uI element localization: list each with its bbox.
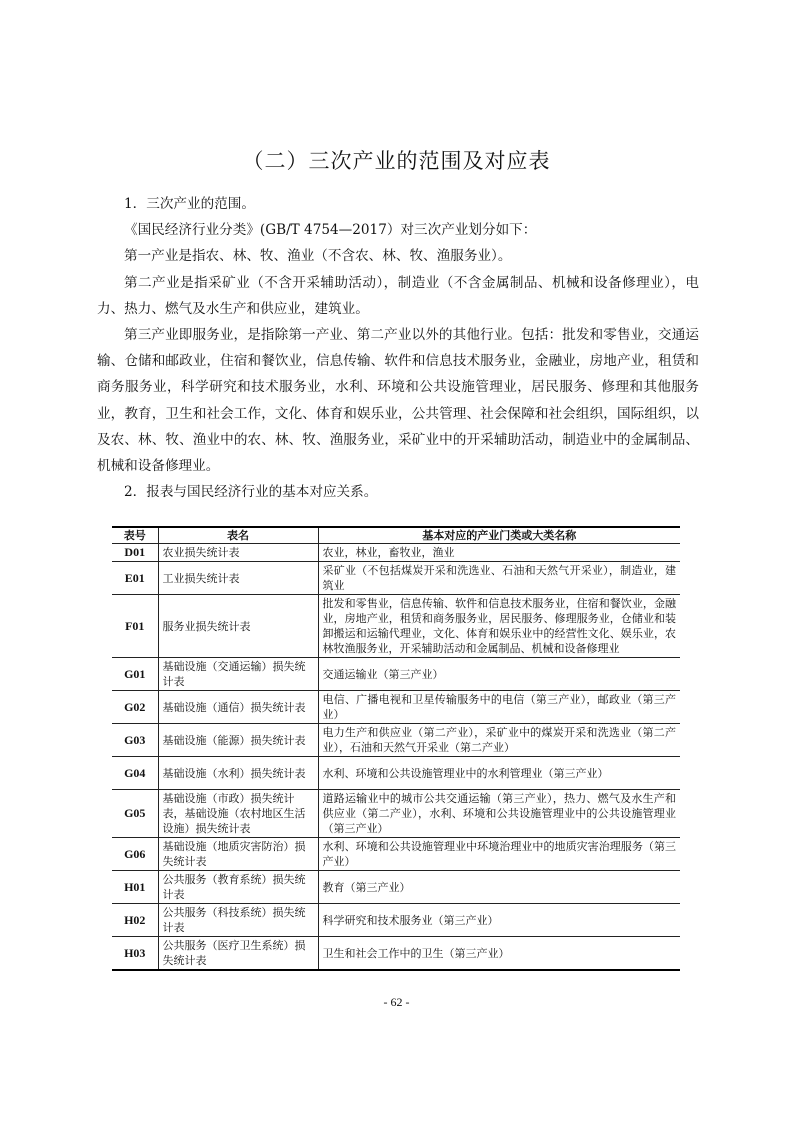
table-row [112,544,680,562]
form-name: 工业损失统计表 [158,562,318,595]
form-name: 基础设施（交通运输）损失统计表 [158,658,318,691]
form-code: G01 [112,658,158,691]
form-name: 基础设施（地质灾害防治）损失统计表 [158,838,318,871]
industry-scope: 批发和零售业，信息传输、软件和信息技术服务业，住宿和餐饮业，金融业，房地产业，租赁和商务服务业，居民服务、修理服务业，仓储业和装卸搬运和运输代理业，文化、体育和娱乐业中的经营性文化、娱乐业，农林牧渔服务业，开采辅助活动和金属制品、机械和设备修理业 [318,595,680,658]
form-name: 服务业损失统计表 [158,595,318,658]
industry-scope: 电力生产和供应业（第二产业），采矿业中的煤炭开采和洗选业（第二产业），石油和天然气开采业（第二产业） [318,724,680,757]
header-form-name: 表名 [158,527,318,544]
form-name: 公共服务（医疗卫生系统）损失统计表 [158,937,318,971]
form-name: 基础设施（水利）损失统计表 [158,757,318,790]
form-name: 基础设施（能源）损失统计表 [158,724,318,757]
table-row [112,658,680,691]
industry-scope: 卫生和社会工作中的卫生（第三产业） [318,937,680,971]
table-row [112,757,680,790]
page-number: - 62 - [383,995,410,1009]
paragraph-scope-heading: 1．三次产业的范围。 [124,196,255,212]
form-code: E01 [112,562,158,595]
form-name: 公共服务（科技系统）损失统计表 [158,904,318,937]
paragraph-tertiary-industry: 第三产业即服务业，是指除第一产业、第二产业以外的其他行业。包括：批发和零售业，交通运输、仓储和邮政业，住宿和餐饮业，信息传输、软件和信息技术服务业，金融业，房地产业，租赁和商务服务业，科学研究和技术服务业，水利、环境和公共设施管理业，居民服务、修理和其他服务业，教育，卫生和社会工作，文化、体育和娱乐业，公共管理、社会保障和社会组织，国际组织，以及农、林、牧、渔业中的农、林、牧、渔服务业，采矿业中的开采辅助活动，制造业中的金属制品、机械和设备修理业。 [97,327,699,475]
table-header-row [112,527,680,544]
page-title: （二）三次产业的范围及对应表 [242,149,551,173]
industry-scope: 采矿业（不包括煤炭开采和洗选业、石油和天然气开采业），制造业，建筑业 [318,562,680,595]
form-name: 农业损失统计表 [158,544,318,562]
form-code: G04 [112,757,158,790]
industry-scope: 交通运输业（第三产业） [318,658,680,691]
correspondence-table [112,526,680,971]
industry-scope: 教育（第三产业） [318,871,680,904]
header-industry-scope: 基本对应的产业门类或大类名称 [318,527,680,544]
body-text [97,191,699,505]
industry-scope: 水利、环境和公共设施管理业中环境治理业中的地质灾害治理服务（第三产业） [318,838,680,871]
industry-scope: 科学研究和技术服务业（第三产业） [318,904,680,937]
form-name: 基础设施（通信）损失统计表 [158,691,318,724]
form-code: G05 [112,790,158,838]
paragraph-correspondence-heading: 2．报表与国民经济行业的基本对应关系。 [124,484,378,501]
industry-scope: 农业，林业，畜牧业，渔业 [318,544,680,562]
table-row [112,838,680,871]
form-code: H01 [112,871,158,904]
form-code: G03 [112,724,158,757]
industry-scope: 道路运输业中的城市公共交通运输（第三产业），热力、燃气及水生产和供应业（第二产业），水利、环境和公共设施管理业中的公共设施管理业（第三产业） [318,790,680,838]
table-row [112,562,680,595]
form-code: H02 [112,904,158,937]
form-code: D01 [112,544,158,562]
paragraph-primary-industry: 第一产业是指农、林、牧、渔业（不含农、林、牧、渔服务业）。 [124,248,512,265]
form-name: 基础设施（市政）损失统计表，基础设施（农村地区生活设施）损失统计表 [158,790,318,838]
form-code: G02 [112,691,158,724]
table-row [112,904,680,937]
table-row [112,790,680,838]
table-row [112,724,680,757]
industry-scope: 电信、广播电视和卫星传输服务中的电信（第三产业），邮政业（第三产业） [318,691,680,724]
table-row [112,595,680,658]
form-code: F01 [112,595,158,658]
table-row [112,871,680,904]
paragraph-standard-reference: 《国民经济行业分类》(GB/T 4754—2017）对三次产业划分如下： [124,222,537,239]
table-row [112,937,680,971]
paragraph-secondary-industry: 第二产业是指采矿业（不含开采辅助活动），制造业（不含金属制品、机械和设备修理业），电力、热力、燃气及水生产和供应业，建筑业。 [97,274,699,317]
header-form-code: 表号 [112,527,158,544]
table-row [112,691,680,724]
form-code: G06 [112,838,158,871]
form-code: H03 [112,937,158,971]
form-name: 公共服务（教育系统）损失统计表 [158,871,318,904]
industry-scope: 水利、环境和公共设施管理业中的水利管理业（第三产业） [318,757,680,790]
